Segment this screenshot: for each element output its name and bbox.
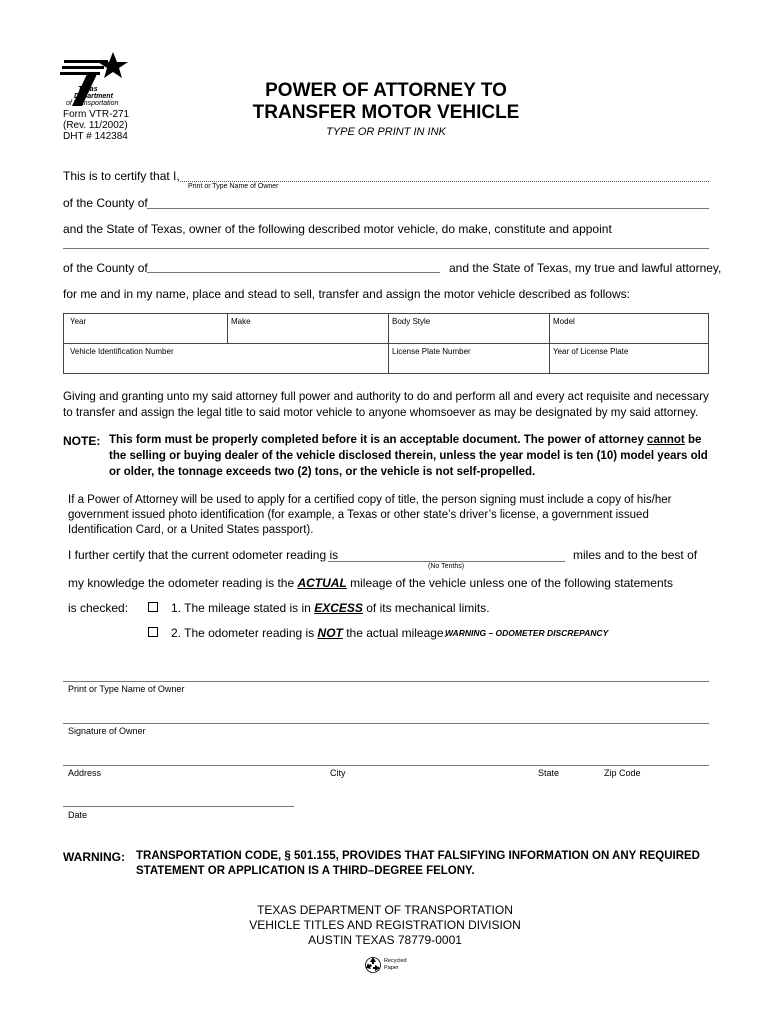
form-number: Form VTR-271 [63, 109, 130, 120]
owner-name-print-label: Print or Type Name of Owner [68, 684, 185, 694]
odometer-no-tenths: (No Tenths) [428, 563, 465, 570]
note-line1: This form must be properly completed before it is an acceptable document. The power of attorney cannot be [109, 434, 702, 446]
odometer-reading-field[interactable] [328, 561, 565, 562]
granting-line2: to transfer and assign the legal title to said motor vehicle to anyone whomsoever as may be designated by my said attorney. [63, 406, 699, 419]
page-title-line1: POWER OF ATTORNEY TO [265, 80, 507, 101]
certified-copy-line3: Identification Card, or a United States passport). [68, 524, 314, 536]
vehicle-vin-field[interactable]: Vehicle Identification Number [70, 347, 174, 356]
footer-line2: VEHICLE TITLES AND REGISTRATION DIVISION [249, 918, 521, 932]
county-field[interactable] [147, 208, 709, 209]
note-line2: the selling or buying dealer of the vehicle disclosed therein, unless the year model is ten (10) model years old [109, 450, 708, 462]
note-cannot: cannot [647, 434, 685, 446]
owner-name-hint: Print or Type Name of Owner [188, 183, 279, 190]
warning-label: WARNING: [63, 850, 125, 864]
note-line3: or older, the tonnage exceeds two (2) tons, or the vehicle is not self-propelled. [109, 466, 536, 478]
odometer-actual: ACTUAL [297, 576, 347, 590]
form-dht: DHT # 142384 [63, 131, 128, 142]
option1-excess: EXCESS [314, 601, 363, 615]
form-revision: (Rev. 11/2002) [63, 120, 128, 131]
recycled-text-1: Recycled [384, 958, 407, 964]
odometer-line1: I further certify that the current odometer reading is [68, 548, 339, 562]
recycle-icon [364, 956, 382, 974]
odometer-warning: WARNING – ODOMETER DISCREPANCY [445, 628, 609, 638]
vehicle-body-style-field[interactable]: Body Style [392, 317, 431, 326]
attorney-name-field[interactable] [63, 248, 709, 249]
option1-text: 1. The mileage stated is in EXCESS of its mechanical limits. [171, 601, 490, 615]
vehicle-info-table [63, 313, 709, 374]
attorney-county-field[interactable] [147, 272, 440, 273]
zip-label: Zip Code [604, 768, 641, 778]
certified-copy-line1: If a Power of Attorney will be used to apply for a certified copy of title, the person signing must include a copy of his/her [68, 494, 672, 506]
footer-line3: AUSTIN TEXAS 78779-0001 [308, 933, 462, 947]
city-label: City [330, 768, 346, 778]
logo-text-department: Department [74, 93, 113, 100]
warning-line2: STATEMENT OR APPLICATION IS A THIRD–DEGREE FELONY. [136, 865, 475, 877]
page-title-line2: TRANSFER MOTOR VEHICLE [252, 102, 520, 123]
attorney-text: and the State of Texas, my true and lawful attorney, [449, 261, 722, 275]
county2-label: of the County of [63, 261, 148, 275]
state-text: and the State of Texas, owner of the following described motor vehicle, do make, constitute and appoint [63, 222, 612, 236]
option2-not: NOT [317, 626, 343, 640]
license-plate-field[interactable]: License Plate Number [392, 347, 471, 356]
note-label: NOTE: [63, 434, 101, 448]
license-plate-year-field[interactable]: Year of License Plate [553, 347, 629, 356]
footer-line1: TEXAS DEPARTMENT OF TRANSPORTATION [257, 903, 513, 917]
vehicle-make-field[interactable]: Make [231, 317, 251, 326]
owner-name-field[interactable] [180, 181, 709, 182]
odometer-line2: my knowledge the odometer reading is the ACTUAL mileage of the vehicle unless one of the following statements [68, 576, 673, 590]
certify-intro: This is to certify that I, [63, 169, 180, 183]
certified-copy-line2: government issued photo identification (for example, a Texas or other state’s driver’s license, a government issued [68, 509, 649, 521]
date-label: Date [68, 810, 88, 820]
excess-mileage-checkbox[interactable] [148, 602, 158, 612]
owner-name-print-field[interactable] [63, 681, 709, 682]
warning-line1: TRANSPORTATION CODE, § 501.155, PROVIDES THAT FALSIFYING INFORMATION ON ANY REQUIRED [136, 850, 700, 862]
owner-signature-field[interactable] [63, 723, 709, 724]
not-actual-mileage-checkbox[interactable] [148, 627, 158, 637]
county-label: of the County of [63, 196, 148, 210]
address-field[interactable] [63, 765, 709, 766]
is-checked-label: is checked: [68, 601, 129, 615]
logo-text-texas: Texas [78, 86, 98, 93]
logo-text-transportation: of Transportation [66, 100, 119, 107]
page-subtitle: TYPE OR PRINT IN INK [326, 126, 446, 138]
odometer-miles-text: miles and to the best of [573, 548, 698, 562]
granting-line1: Giving and granting unto my said attorney full power and authority to do and perform all and every act requisite and necessary [63, 390, 709, 403]
state-label: State [538, 768, 560, 778]
place-text: for me and in my name, place and stead to sell, transfer and assign the motor vehicle described as follows: [63, 287, 630, 301]
vehicle-model-field[interactable]: Model [553, 317, 575, 326]
vehicle-year-field[interactable]: Year [70, 317, 87, 326]
date-field[interactable] [63, 806, 294, 807]
owner-signature-label: Signature of Owner [68, 726, 146, 736]
address-label: Address [68, 768, 102, 778]
option2-text: 2. The odometer reading is NOT the actual mileage. [171, 626, 447, 640]
recycled-text-2: Paper [384, 965, 399, 971]
